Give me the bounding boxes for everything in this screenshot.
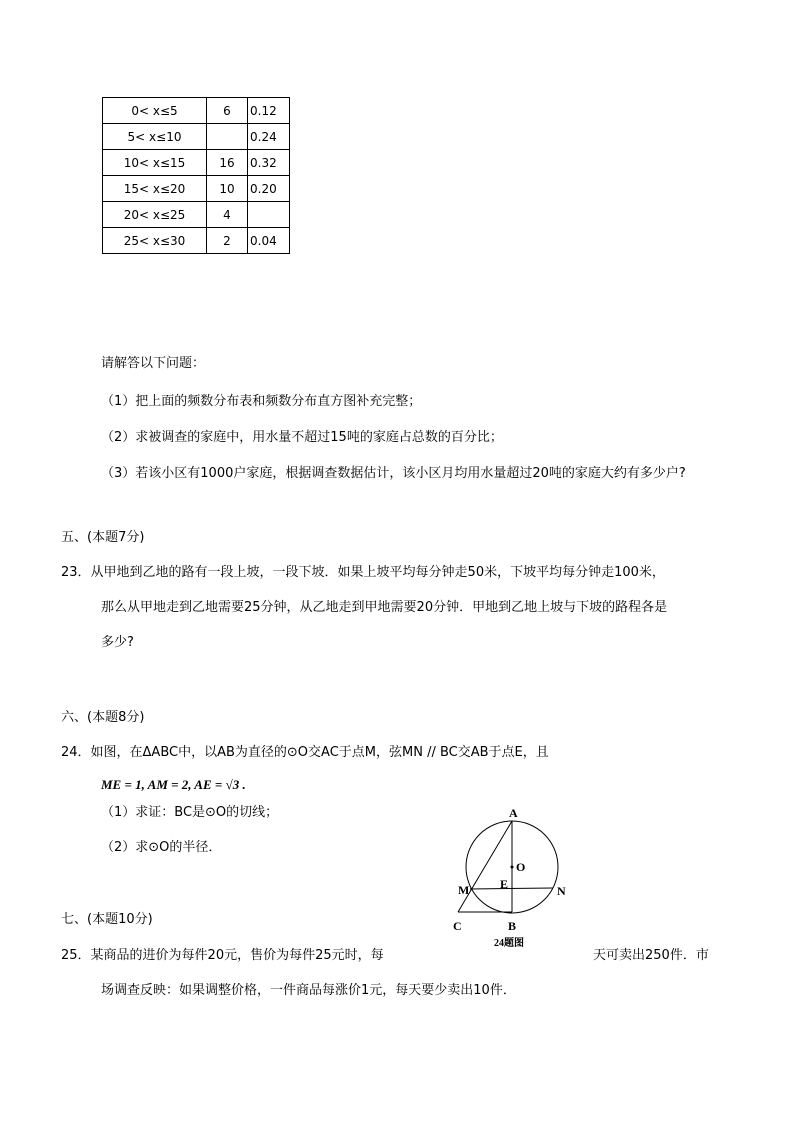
section-5-title: 五、(本题7分) bbox=[61, 530, 145, 545]
frequency-cell bbox=[207, 124, 248, 150]
frequency-table bbox=[102, 97, 290, 254]
chord-mn bbox=[470, 888, 553, 889]
geometry-figure bbox=[440, 800, 590, 960]
q24-sub2: （2）求⊙O的半径． bbox=[101, 840, 222, 855]
range-cell: 5< x≤10 bbox=[103, 124, 207, 150]
label-n: N bbox=[557, 884, 566, 898]
rate-cell: 0.12 bbox=[248, 98, 290, 124]
range-cell: 0< x≤5 bbox=[103, 98, 207, 124]
sub-question-3: （3）若该小区有1000户家庭，根据调查数据估计，该小区月均用水量超过20吨的家庭大约有多少户? bbox=[101, 466, 686, 481]
range-cell: 20< x≤25 bbox=[103, 202, 207, 228]
q23-line2: 那么从甲地走到乙地需要25分钟，从乙地走到甲地需要20分钟．甲地到乙地上坡与下坡的路程各是 bbox=[101, 600, 668, 615]
q25-line1b: 天可卖出250件．市 bbox=[593, 948, 709, 963]
table-row bbox=[103, 98, 290, 124]
q24-sub1: （1）求证：BC是⊙O的切线； bbox=[101, 805, 279, 820]
sub-question-2: （2）求被调查的家庭中，用水量不超过15吨的家庭占总数的百分比； bbox=[101, 430, 503, 445]
rate-cell: 0.32 bbox=[248, 150, 290, 176]
q23-line1: 23．从甲地到乙地的路有一段上坡，一段下坡．如果上坡平均每分钟走50米，下坡平均每分钟走100米， bbox=[61, 565, 665, 580]
sub-question-1: （1）把上面的频数分布表和频数分布直方图补充完整； bbox=[101, 394, 422, 409]
q25-line1a: 25．某商品的进价为每件20元，售价为每件25元时，每 bbox=[61, 948, 384, 963]
label-a: A bbox=[509, 806, 518, 820]
section-7-title: 七、(本题10分) bbox=[61, 912, 153, 927]
table-row bbox=[103, 150, 290, 176]
table-row bbox=[103, 176, 290, 202]
q24-given: ME = 1, AM = 2, AE = √3 . bbox=[101, 777, 246, 792]
label-m: M bbox=[458, 883, 470, 897]
table-row bbox=[103, 228, 290, 254]
frequency-cell: 2 bbox=[207, 228, 248, 254]
range-cell: 15< x≤20 bbox=[103, 176, 207, 202]
frequency-cell: 10 bbox=[207, 176, 248, 202]
q23-line3: 多少? bbox=[101, 635, 134, 650]
table-row bbox=[103, 202, 290, 228]
frequency-cell: 16 bbox=[207, 150, 248, 176]
frequency-cell: 6 bbox=[207, 98, 248, 124]
label-c: C bbox=[453, 919, 462, 933]
range-cell: 25< x≤30 bbox=[103, 228, 207, 254]
range-cell: 10< x≤15 bbox=[103, 150, 207, 176]
label-b: B bbox=[508, 919, 517, 933]
rate-cell: 0.04 bbox=[248, 228, 290, 254]
question-prompt: 请解答以下问题： bbox=[101, 356, 206, 371]
q24-line1: 24．如图，在ΔABC中，以AB为直径的⊙O交AC于点M，弦MN // BC交AB于点E，且 bbox=[61, 745, 549, 760]
rate-cell: 0.24 bbox=[248, 124, 290, 150]
rate-cell bbox=[248, 202, 290, 228]
figure-caption: 24题图 bbox=[494, 938, 524, 949]
table-row bbox=[103, 124, 290, 150]
label-o: O bbox=[516, 860, 526, 874]
label-e: E bbox=[500, 877, 509, 891]
frequency-cell: 4 bbox=[207, 202, 248, 228]
q25-line2: 场调查反映：如果调整价格，一件商品每涨价1元，每天要少卖出10件． bbox=[101, 983, 516, 998]
rate-cell: 0.20 bbox=[248, 176, 290, 202]
center-point bbox=[511, 866, 514, 869]
section-6-title: 六、(本题8分) bbox=[61, 710, 145, 725]
